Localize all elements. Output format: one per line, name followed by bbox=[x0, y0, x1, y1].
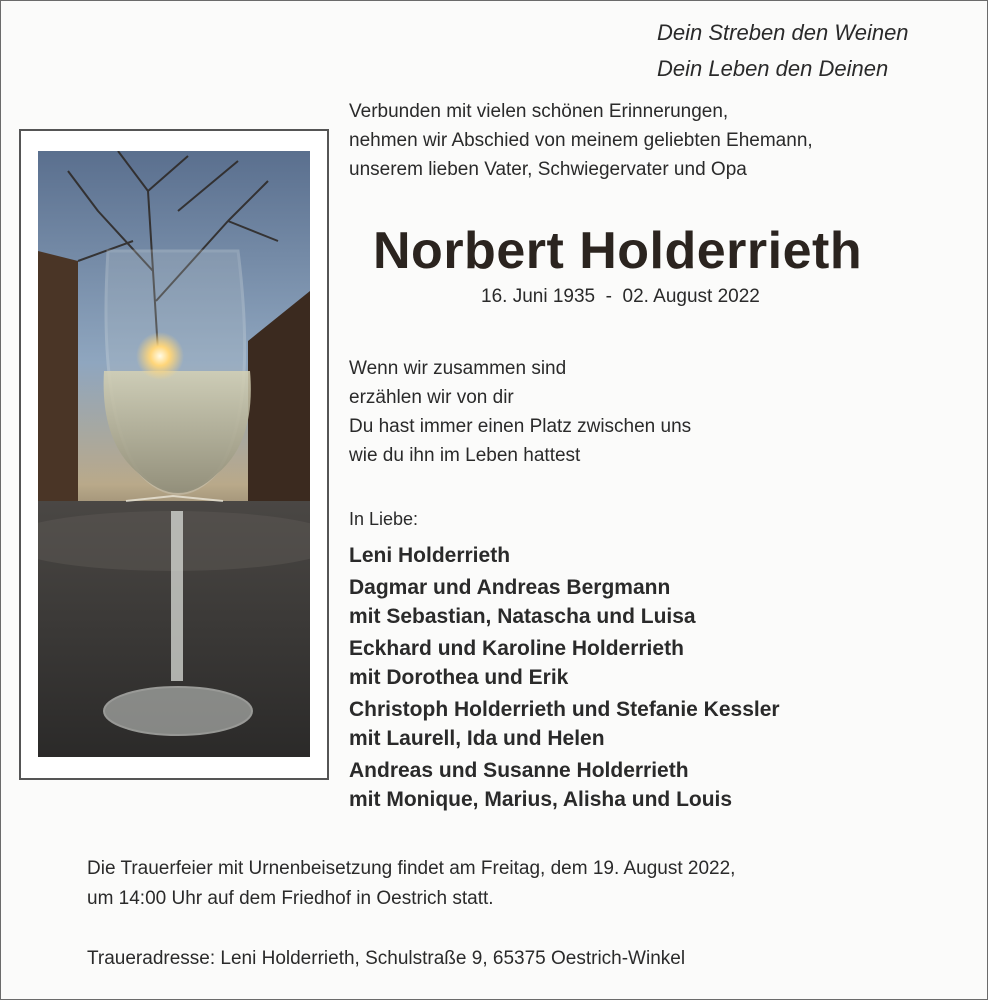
wine-glass-illustration bbox=[38, 151, 310, 757]
motto-line: Dein Leben den Deinen bbox=[657, 56, 889, 81]
mourner-line: Andreas und Susanne Holderrieth bbox=[349, 759, 689, 782]
intro-text bbox=[349, 97, 813, 184]
poem bbox=[349, 354, 691, 470]
photo-frame bbox=[19, 129, 329, 780]
mourner-line: mit Dorothea und Erik bbox=[349, 666, 569, 689]
wine-glass-photo bbox=[38, 151, 310, 757]
mourners-list bbox=[349, 541, 780, 817]
poem-line: wie du ihn im Leben hattest bbox=[349, 445, 581, 466]
life-dates: 16. Juni 1935 - 02. August 2022 bbox=[481, 286, 760, 307]
mourner-group bbox=[349, 756, 780, 814]
motto bbox=[657, 15, 909, 87]
intro-line: unserem lieben Vater, Schwiegervater und Opa bbox=[349, 159, 747, 180]
motto-line: Dein Streben den Weinen bbox=[657, 20, 909, 45]
mourner-line: Leni Holderrieth bbox=[349, 544, 511, 567]
service-line: um 14:00 Uhr auf dem Friedhof in Oestrich statt. bbox=[87, 888, 494, 909]
mourner-group bbox=[349, 695, 780, 753]
mourner-line: mit Sebastian, Natascha und Luisa bbox=[349, 605, 696, 628]
intro-line: Verbunden mit vielen schönen Erinnerungen, bbox=[349, 101, 729, 122]
mourner-line: Dagmar und Andreas Bergmann bbox=[349, 576, 671, 599]
mourner-line: mit Laurell, Ida und Helen bbox=[349, 727, 605, 750]
mourner-group bbox=[349, 541, 780, 570]
mourner-group bbox=[349, 634, 780, 692]
mourner-line: Christoph Holderrieth und Stefanie Kessler bbox=[349, 698, 780, 721]
mourner-line: Eckhard und Karoline Holderrieth bbox=[349, 637, 684, 660]
poem-line: Du hast immer einen Platz zwischen uns bbox=[349, 416, 692, 437]
mourning-address: Traueradresse: Leni Holderrieth, Schulstraße 9, 65375 Oestrich-Winkel bbox=[87, 948, 686, 969]
poem-line: erzählen wir von dir bbox=[349, 387, 514, 408]
service-info bbox=[87, 854, 735, 914]
poem-line: Wenn wir zusammen sind bbox=[349, 358, 567, 379]
in-love-label: In Liebe: bbox=[349, 509, 419, 529]
service-line: Die Trauerfeier mit Urnenbeisetzung findet am Freitag, dem 19. August 2022, bbox=[87, 858, 736, 879]
deceased-name: Norbert Holderrieth bbox=[373, 222, 863, 280]
mourner-group bbox=[349, 573, 780, 631]
mourner-line: mit Monique, Marius, Alisha und Louis bbox=[349, 788, 733, 811]
intro-line: nehmen wir Abschied von meinem geliebten Ehemann, bbox=[349, 130, 813, 151]
